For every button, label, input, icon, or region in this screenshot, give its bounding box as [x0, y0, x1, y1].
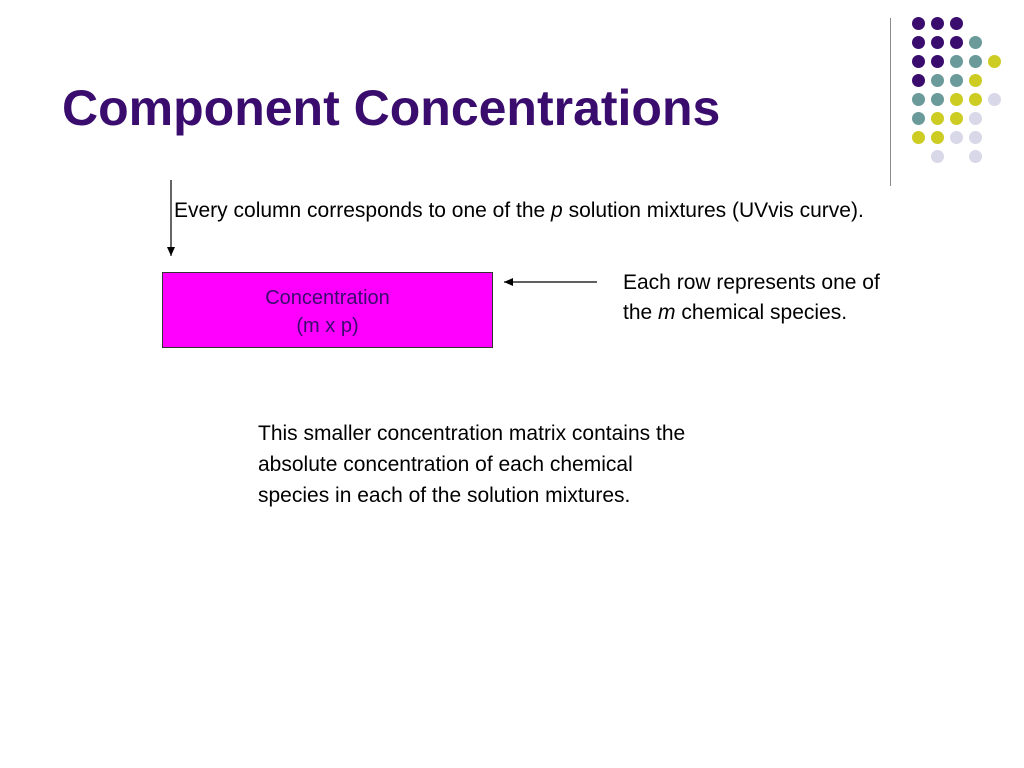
column-annotation	[174, 198, 864, 224]
decorative-dot	[988, 93, 1001, 106]
decorative-dot	[988, 55, 1001, 68]
decorative-dot	[912, 36, 925, 49]
decorative-dot	[912, 93, 925, 106]
decorative-dot	[969, 93, 982, 106]
row-note-line1: Each row represents one of	[623, 271, 880, 294]
decorative-dot	[969, 74, 982, 87]
decorative-dot	[912, 112, 925, 125]
row-note-variable: m	[658, 301, 676, 324]
vertical-divider	[890, 18, 891, 186]
decorative-dot	[950, 131, 963, 144]
decorative-dot	[969, 131, 982, 144]
concentration-matrix-box	[162, 272, 493, 348]
decorative-dot	[931, 74, 944, 87]
slide-title: Component Concentrations	[62, 80, 721, 136]
column-note-prefix: Every column corresponds to one of the	[174, 199, 552, 222]
decorative-dot	[969, 150, 982, 163]
decorative-dot	[931, 93, 944, 106]
decorative-dot	[931, 36, 944, 49]
decorative-dot	[931, 55, 944, 68]
decorative-dot	[969, 36, 982, 49]
description-line2: absolute concentration of each chemical	[258, 453, 633, 476]
description-line1: This smaller concentration matrix contains the	[258, 422, 686, 445]
decorative-dot	[950, 17, 963, 30]
decorative-dot	[912, 55, 925, 68]
decorative-dot	[969, 112, 982, 125]
decorative-dot	[931, 17, 944, 30]
decorative-dot	[950, 36, 963, 49]
decorative-dot	[912, 131, 925, 144]
decorative-dot	[950, 55, 963, 68]
decorative-dot	[950, 112, 963, 125]
description-line3: species in each of the solution mixtures.	[258, 484, 631, 507]
decorative-dot	[969, 55, 982, 68]
decorative-dot	[950, 74, 963, 87]
matrix-description	[258, 418, 798, 511]
decorative-dot	[931, 131, 944, 144]
decorative-dot	[950, 93, 963, 106]
matrix-box-label: Concentration	[265, 287, 390, 309]
row-note-line2	[623, 298, 880, 328]
matrix-box-dimensions: (m x p)	[296, 315, 359, 337]
decorative-dot	[912, 74, 925, 87]
column-note-variable: p	[551, 199, 563, 222]
row-note-prefix: the	[623, 301, 659, 324]
decorative-dot	[931, 112, 944, 125]
decorative-dot	[931, 150, 944, 163]
row-note-suffix: chemical species.	[675, 301, 848, 324]
decorative-dot	[912, 17, 925, 30]
column-note-suffix: solution mixtures (UVvis curve).	[562, 199, 864, 222]
row-annotation	[623, 268, 880, 328]
